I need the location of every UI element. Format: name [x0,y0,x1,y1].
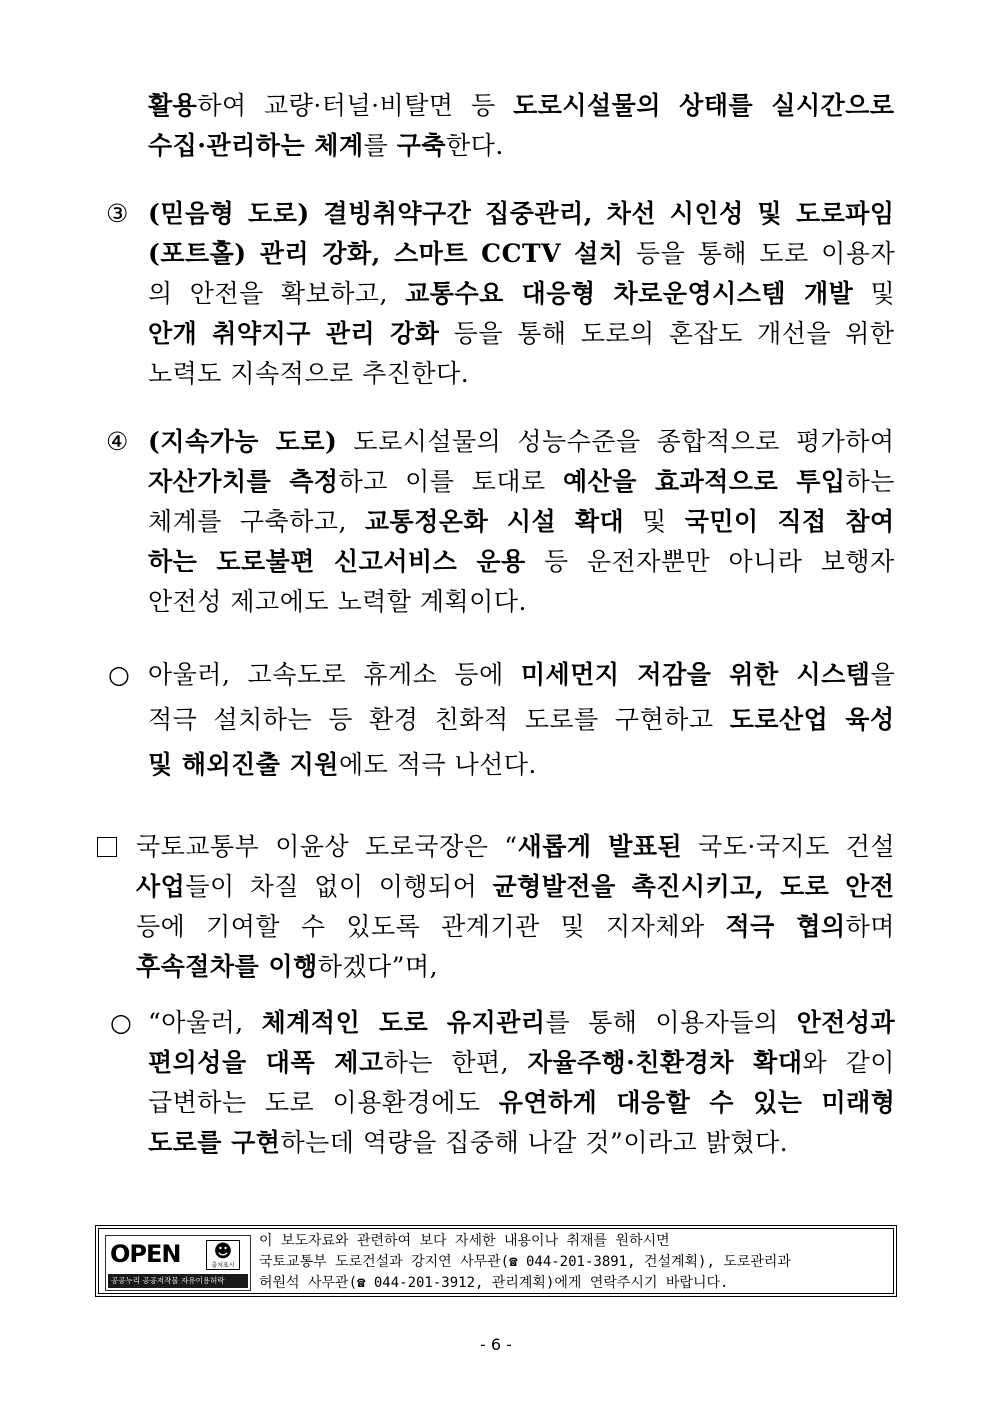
text-run: 하는 [845,467,895,496]
text-run: 등에 기여할 수 있도록 관계기관 및 지자체와 [136,912,726,941]
attribution-person-icon: ☻ 출처표시 [206,1240,240,1270]
bold-text: 도로시설물의 상태를 실시간으로 [513,91,895,120]
text-run: 아울러, 고속도로 휴게소 등에 [148,660,521,689]
text-line [148,745,537,785]
list-marker: ④ [106,427,129,456]
text-line [148,274,895,314]
text-line [148,1083,895,1123]
contact-line: 국토교통부 도로건설과 강지연 사무관(☎ 044-201-3891, 건설계획), 도로관리과 [259,1254,791,1270]
bold-text: 적극 협의 [725,912,846,941]
text-line [136,907,895,947]
bold-text: 도로산업 육성 [729,705,895,734]
text-run: 하겠다”며, [317,952,439,981]
text-run: 을 [870,660,896,689]
bold-text: 활용 [148,91,198,120]
list-marker: ③ [106,199,129,228]
text-run: 를 [363,131,397,160]
bold-text: 교통수요 대응형 차로운영시스템 개발 [405,279,854,308]
bold-text: 체계적인 도로 유지관리 [261,1008,546,1037]
text-run: 하여 교량·터널·비탈면 등 [197,91,514,120]
text-run: 한다. [446,131,504,160]
text-line [148,194,895,234]
bold-text: 교통정온화 시설 확대 [364,507,625,536]
text-run: 의 안전을 확보하고, [148,279,406,308]
bold-text: (지속가능 도로) [148,427,338,456]
text-run: 하는 한편, [383,1048,528,1077]
text-line [136,827,895,867]
bold-text: 편의성을 대폭 제고 [148,1048,384,1077]
text-run: 및 [624,507,685,536]
bold-text: 및 해외진출 지원 [148,750,339,779]
bold-text: 수집·관리하는 체계 [148,131,364,160]
bold-text: 자율주행·친환경차 확대 [527,1048,803,1077]
logo-open-text: OPEN [110,1240,181,1268]
bold-text: 안전성과 [796,1008,896,1037]
text-run: 하며 [845,912,895,941]
bold-text: 자산가치를 측정 [148,467,339,496]
attribution-label: 출처표시 [211,1262,235,1269]
text-line [148,502,895,542]
bold-text: 도로를 구현 [148,1128,281,1157]
bold-text: (믿음형 도로) 결빙취약구간 집중관리, 차선 시인성 및 도로파임 [148,199,895,228]
text-line [148,126,504,166]
page-number: - 6 - [480,1335,512,1354]
text-line [148,582,527,622]
text-line [136,947,438,987]
text-run: 등을 통해 도로 이용자 [623,239,896,268]
text-run: 하고 이를 토대로 [338,467,563,496]
checkbox-marker-icon [97,837,117,857]
list-marker: ○ [110,1008,132,1037]
text-run: “아울러, [148,1008,262,1037]
text-line [148,655,895,695]
bold-text: 사업 [136,872,186,901]
bold-text: 미세먼지 저감을 위한 시스템 [520,660,871,689]
bold-text: 예산을 효과적으로 투입 [563,467,846,496]
text-line [148,542,895,582]
text-run: 적극 설치하는 등 환경 친화적 도로를 구현하고 [148,705,730,734]
text-run: 안전성 제고에도 노력할 계획이다. [148,587,527,616]
text-line [148,86,895,126]
text-run: 에도 적극 나선다. [338,750,537,779]
contact-line: 허원석 사무관(☎ 044-201-3912, 관리계획)에게 연락주시기 바랍니다. [259,1275,729,1291]
text-run: 도로시설물의 성능수준을 종합적으로 평가하여 [337,427,895,456]
text-run: 및 [853,279,896,308]
text-run: 체계를 구축하고, [148,507,365,536]
text-run: 를 통해 이용자들의 [545,1008,797,1037]
bold-text: 안개 취약지구 관리 강화 [148,319,440,348]
contact-box-inner [98,1228,894,1294]
text-run: 와 같이 [802,1048,895,1077]
text-line [148,700,895,740]
list-marker: ○ [108,660,130,689]
text-run: 등 운전자뿐만 아니라 보행자 [525,547,895,576]
bold-text: (포트홀) 관리 강화, 스마트 CCTV 설치 [148,239,624,268]
text-line [148,422,895,462]
text-run: 국도·국지도 건설 [682,832,896,861]
logo-bar-text: 공공누리 공공저작물 자유이용허락 [108,1274,248,1288]
bold-text: 후속절차를 이행 [136,952,318,981]
bold-text: 하는 도로불편 신고서비스 운용 [148,547,526,576]
text-line [148,1003,895,1043]
bold-text: 구축 [396,131,447,160]
contact-text [259,1231,791,1294]
text-run: 들이 차질 없이 이행되어 [185,872,493,901]
bold-text: 균형발전을 촉진시키고, 도로 안전 [492,872,895,901]
text-run: 하는데 역량을 집중해 나갈 것”이라고 밝혔다. [280,1128,789,1157]
text-run: 노력도 지속적으로 추진한다. [148,359,470,388]
text-line [148,234,895,274]
text-run: 급변하는 도로 이용환경에도 [148,1088,499,1117]
text-line [148,462,895,502]
text-line [148,354,469,394]
contact-line: 이 보도자료와 관련하여 보다 자세한 내용이나 취재를 원하시면 [259,1233,670,1249]
text-line [148,1043,895,1083]
text-line [148,314,895,354]
kogl-open-logo [105,1235,251,1291]
bold-text: 새롭게 발표된 [517,832,683,861]
text-line [136,867,895,907]
contact-box [95,1225,897,1297]
bold-text: 국민이 직접 참여 [684,507,895,536]
bold-text: 유연하게 대응할 수 있는 미래형 [498,1088,896,1117]
text-run: 등을 통해 도로의 혼잡도 개선을 위한 [439,319,895,348]
text-run: 국토교통부 이윤상 도로국장은 “ [136,832,518,861]
text-line [148,1123,788,1163]
